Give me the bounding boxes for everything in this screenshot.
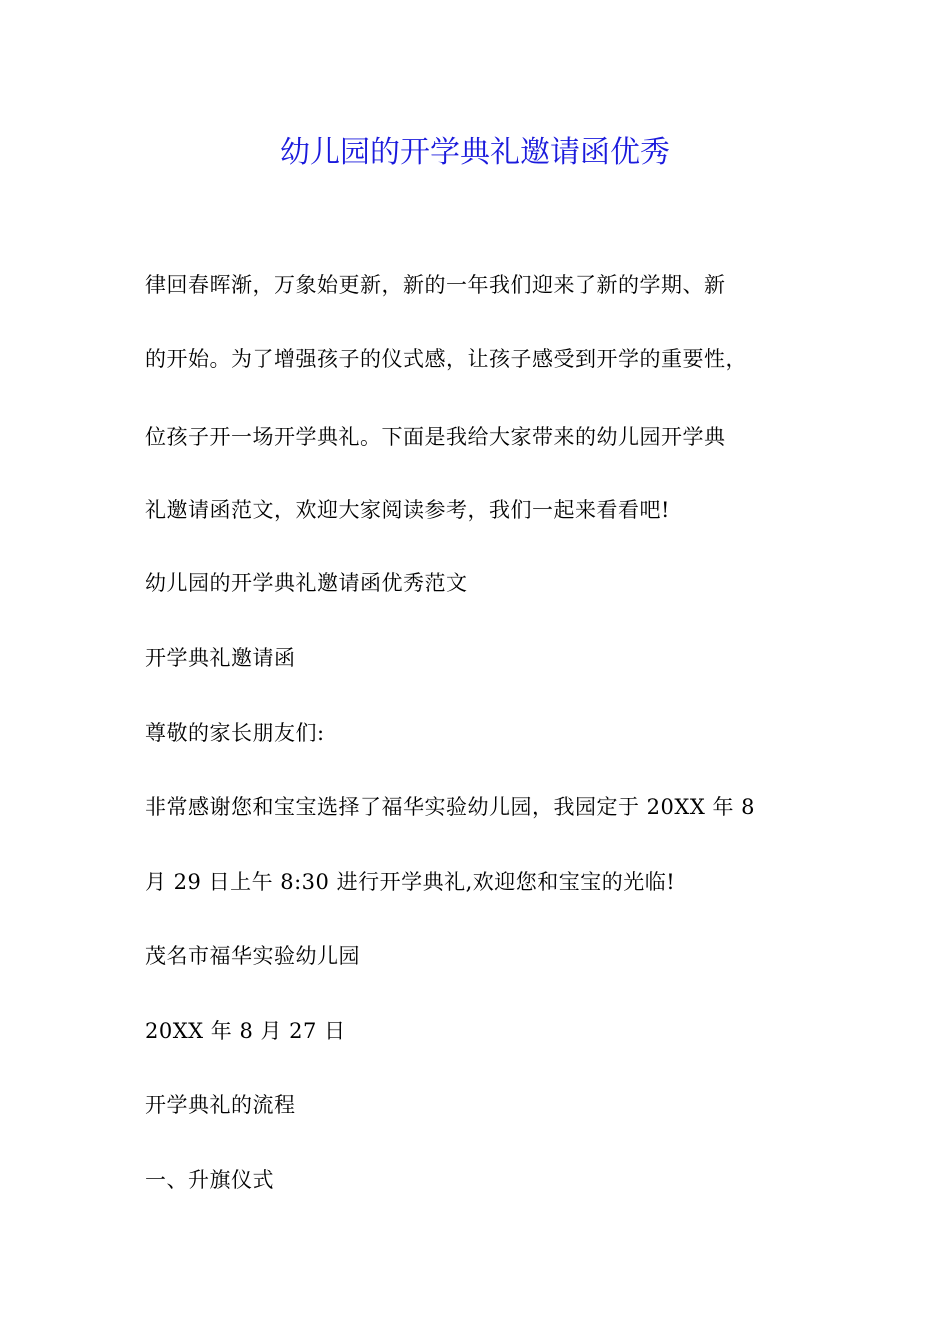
document-title: 幼儿园的开学典礼邀请函优秀 xyxy=(280,135,670,170)
salutation: 尊敬的家长朋友们: xyxy=(145,721,325,745)
invitation-heading: 开学典礼邀请函 xyxy=(145,646,296,670)
signature-date: 20XX 年 8 月 27 日 xyxy=(145,1019,346,1043)
section-heading-sample: 幼儿园的开学典礼邀请函优秀范文 xyxy=(145,571,468,595)
process-item-1: 一、升旗仪式 xyxy=(145,1168,274,1192)
intro-line-3: 位孩子开一场开学典礼。下面是我给大家带来的幼儿园开学典 xyxy=(145,425,726,449)
process-heading: 开学典礼的流程 xyxy=(145,1093,296,1117)
intro-line-2: 的开始。为了增强孩子的仪式感，让孩子感受到开学的重要性， xyxy=(145,347,747,371)
intro-line-4: 礼邀请函范文，欢迎大家阅读参考，我们一起来看看吧! xyxy=(145,498,670,522)
invitation-body-line-2: 月 29 日上午 8:30 进行开学典礼,欢迎您和宝宝的光临! xyxy=(145,870,676,894)
intro-line-1: 律回春晖渐，万象始更新，新的一年我们迎来了新的学期、新 xyxy=(145,273,726,297)
invitation-body-line-1: 非常感谢您和宝宝选择了福华实验幼儿园，我园定于 20XX 年 8 xyxy=(145,795,756,819)
signature-org: 茂名市福华实验幼儿园 xyxy=(145,944,360,968)
